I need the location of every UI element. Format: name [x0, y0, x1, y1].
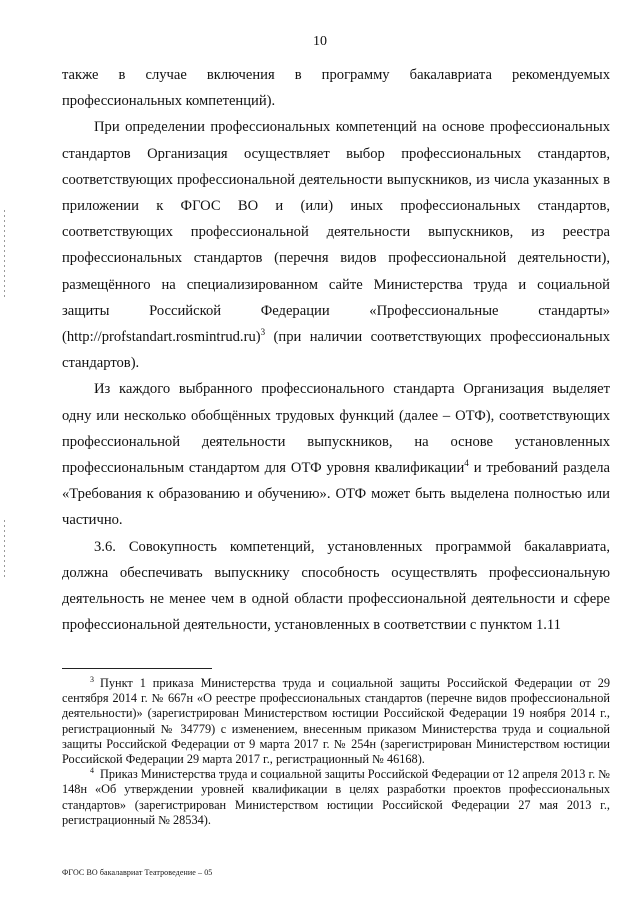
paragraph-labor-functions [62, 376, 610, 533]
scan-edge-mark-middle [4, 520, 5, 580]
document-footer: ФГОС ВО бакалавриат Театроведение – 05 [62, 868, 213, 877]
footnote-marker: 4 [90, 766, 94, 776]
footnote-ref-4[interactable]: 4 [464, 458, 469, 469]
footnotes [62, 676, 610, 828]
footnote-text: Пункт 1 приказа Министерства труда и социальной защиты Российской Федерации от 29 сентября 2014 г. № 667н «О реестре профессиональных стандартов (перечне видов профессиональной деятельности)» (зарегистрирован Министерством юстиции Российской Федерации 19 ноября 2014 г., регистрационный № 34779) с изменением, внесенным приказом Министерства труда и социальной защиты Российской Федерации от 9 марта 2017 г. № 254н (зарегистрирован Министерством юстиции Российской Федерации 29 марта 2017 г., регистрационный № 46168). [62, 676, 610, 767]
paragraph-continuation: также в случае включения в программу бакалавриата рекомендуемых профессиональных компетенций). [62, 67, 610, 110]
paragraph-text: При определении профессиональных компетенций на основе профессиональных стандартов Организация осуществляет выбор профессиональных стандартов, соответствующих профессиональной деятельности выпускников, из числа указанных в приложении к ФГОС ВО и (или) иных профессиональных стандартов, соответствующих профессиональной деятельности выпускников, из реестра профессиональных стандартов (перечня видов профессиональной деятельности), размещённого на специализированном сайте Министерства труда и социальной защиты Российской Федерации «Профессиональные стандарты» (http://profstandart.rosmintrud.ru) [62, 119, 610, 346]
scan-edge-mark-top [4, 210, 5, 300]
document-body [62, 62, 610, 638]
paragraph-section-3-6: 3.6. Совокупность компетенций, установленных программой бакалавриата, должна обеспечивать выпускнику способность осуществлять профессиональную деятельность не менее чем в одной области профессиональной деятельности и сфере профессиональной деятельности, установленных в соответствии с пунктом 1.11 [62, 538, 610, 634]
footnote-3 [62, 676, 610, 767]
footnote-text: Приказ Министерства труда и социальной защиты Российской Федерации от 12 апреля 2013 г. № 148н «Об утверждении уровней квалификации в целях разработки проектов профессиональных стандартов» (зарегистрирован Министерством юстиции Российской Федерации 27 мая 2013 г., регистрационный № 28534). [62, 767, 610, 827]
paragraph-text: Из каждого выбранного профессионального стандарта Организация выделяет одну или несколько обобщённых трудовых функций (далее – ОТФ), соответствующих профессиональной деятельности выпускников, на основе установленных профессиональным стандартом для ОТФ уровня квалификации [62, 381, 610, 477]
paragraph-text: и требований раздела «Требования к образованию и обучению». ОТФ может быть выделена полностью или частично. [62, 460, 610, 529]
paragraph-text: (при наличии соответствующих профессиональных стандартов). [62, 329, 610, 372]
footnote-4 [62, 767, 610, 828]
footnote-ref-3[interactable]: 3 [260, 327, 266, 338]
footnote-separator [62, 668, 212, 669]
paragraph-professional-standards [62, 114, 610, 376]
footnote-marker: 3 [90, 674, 94, 684]
page-number: 10 [313, 34, 327, 49]
